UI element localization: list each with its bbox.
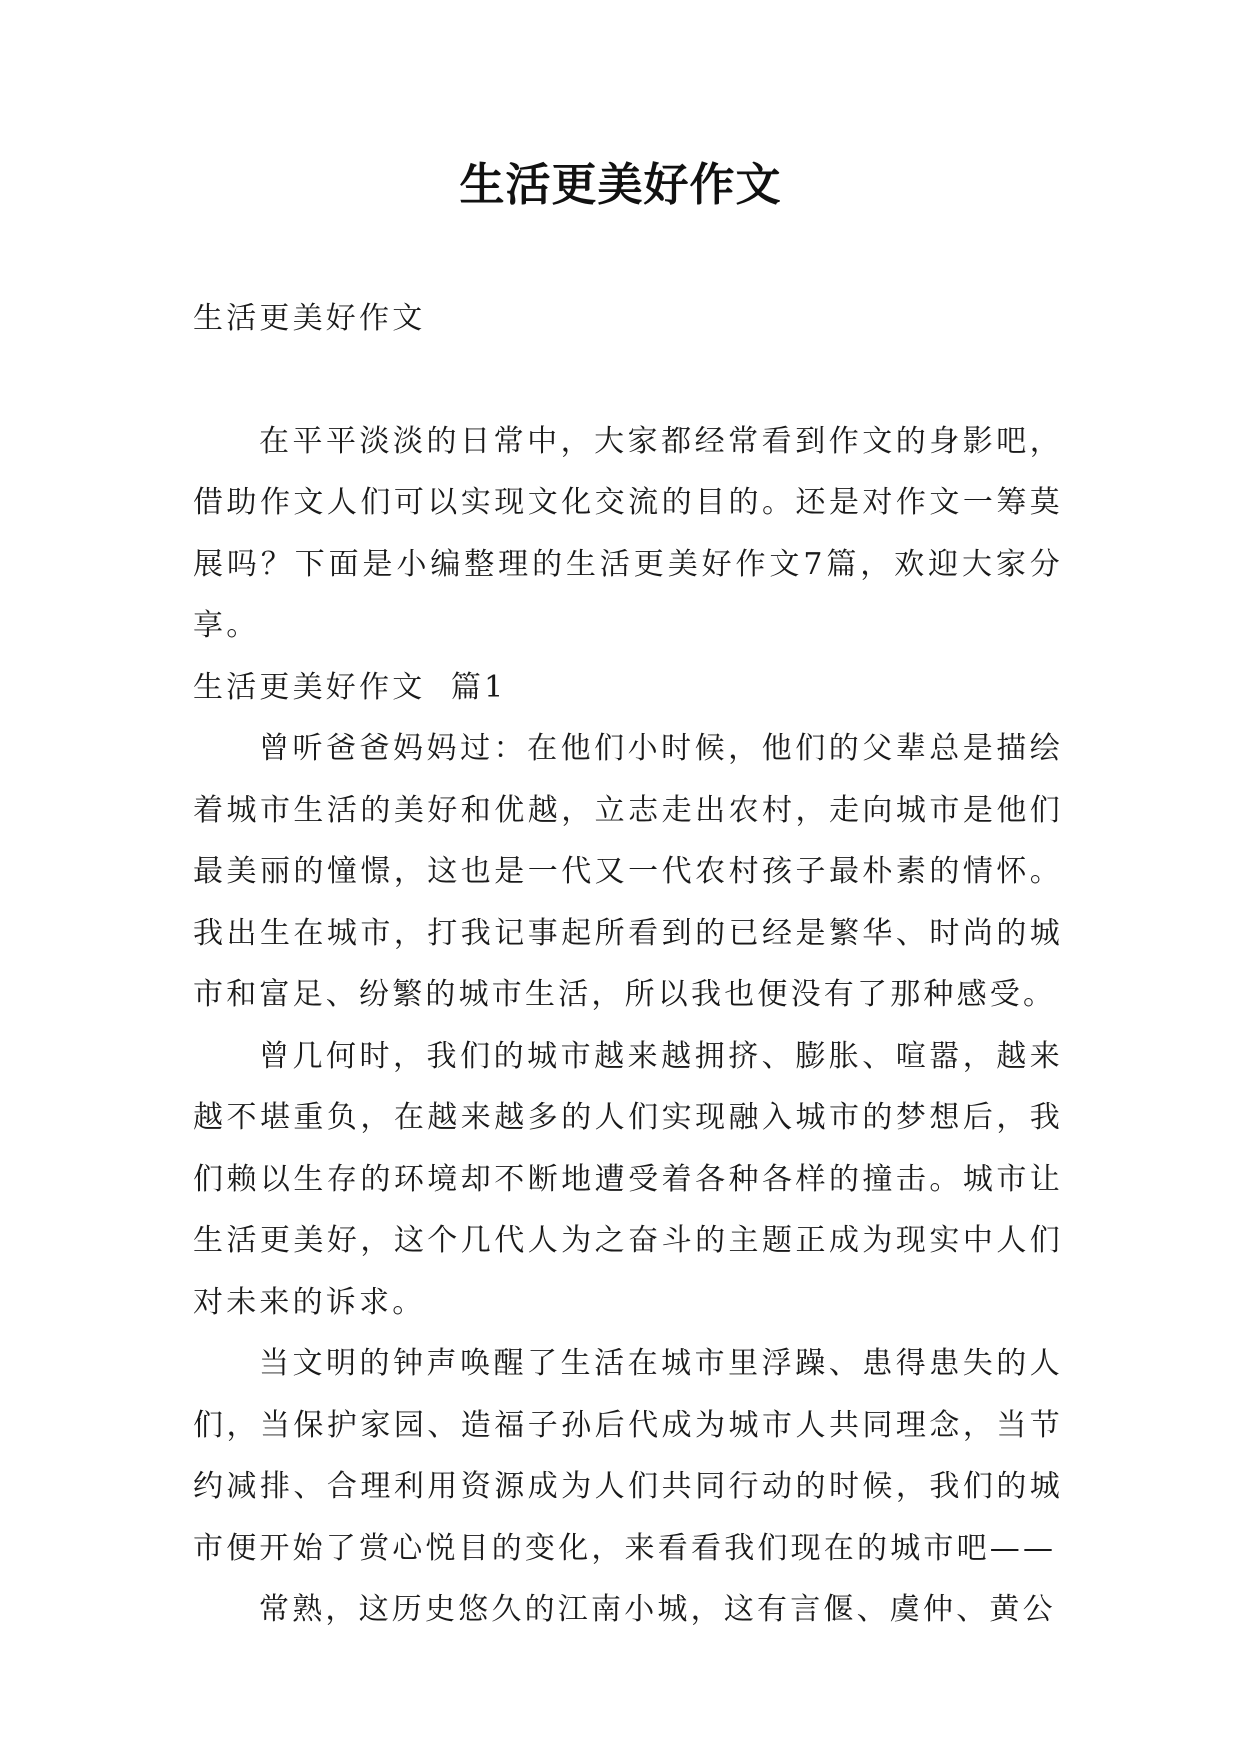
page-title: 生活更美好作文	[459, 158, 782, 211]
document-body	[193, 288, 1063, 1641]
body-paragraph-1: 曾听爸爸妈妈过：在他们小时候，他们的父辈总是描绘着城市生活的美好和优越，立志走出农村，走向城市是他们最美丽的憧憬，这也是一代又一代农村孩子最朴素的情怀。我出生在城市，打我记事起所看到的已经是繁华、时尚的城市和富足、纷繁的城市生活，所以我也便没有了那种感受。	[193, 731, 1063, 1012]
intro-paragraph: 在平平淡淡的日常中，大家都经常看到作文的身影吧，借助作文人们可以实现文化交流的目的。还是对作文一筹莫展吗？下面是小编整理的生活更美好作文7篇，欢迎大家分享。	[193, 423, 1063, 643]
body-paragraph-2: 曾几何时，我们的城市越来越拥挤、膨胀、喧嚣，越来越不堪重负，在越来越多的人们实现融入城市的梦想后，我们赖以生存的环境却不断地遭受着各种各样的撞击。城市让生活更美好，这个几代人为之奋斗的主题正成为现实中人们对未来的诉求。	[193, 1038, 1063, 1320]
body-paragraph-4: 常熟，这历史悠久的江南小城，这有言偃、虞仲、黄公	[259, 1592, 1056, 1627]
document-subtitle: 生活更美好作文	[193, 301, 426, 336]
body-paragraph-3: 当文明的钟声唤醒了生活在城市里浮躁、患得患失的人们，当保护家园、造福子孙后代成为城市人共同理念，当节约减排、合理利用资源成为人们共同行动的时候，我们的城市便开始了赏心悦目的变化，来看看我们现在的城市吧——	[193, 1346, 1063, 1566]
section-heading: 生活更美好作文 篇1	[193, 669, 507, 705]
